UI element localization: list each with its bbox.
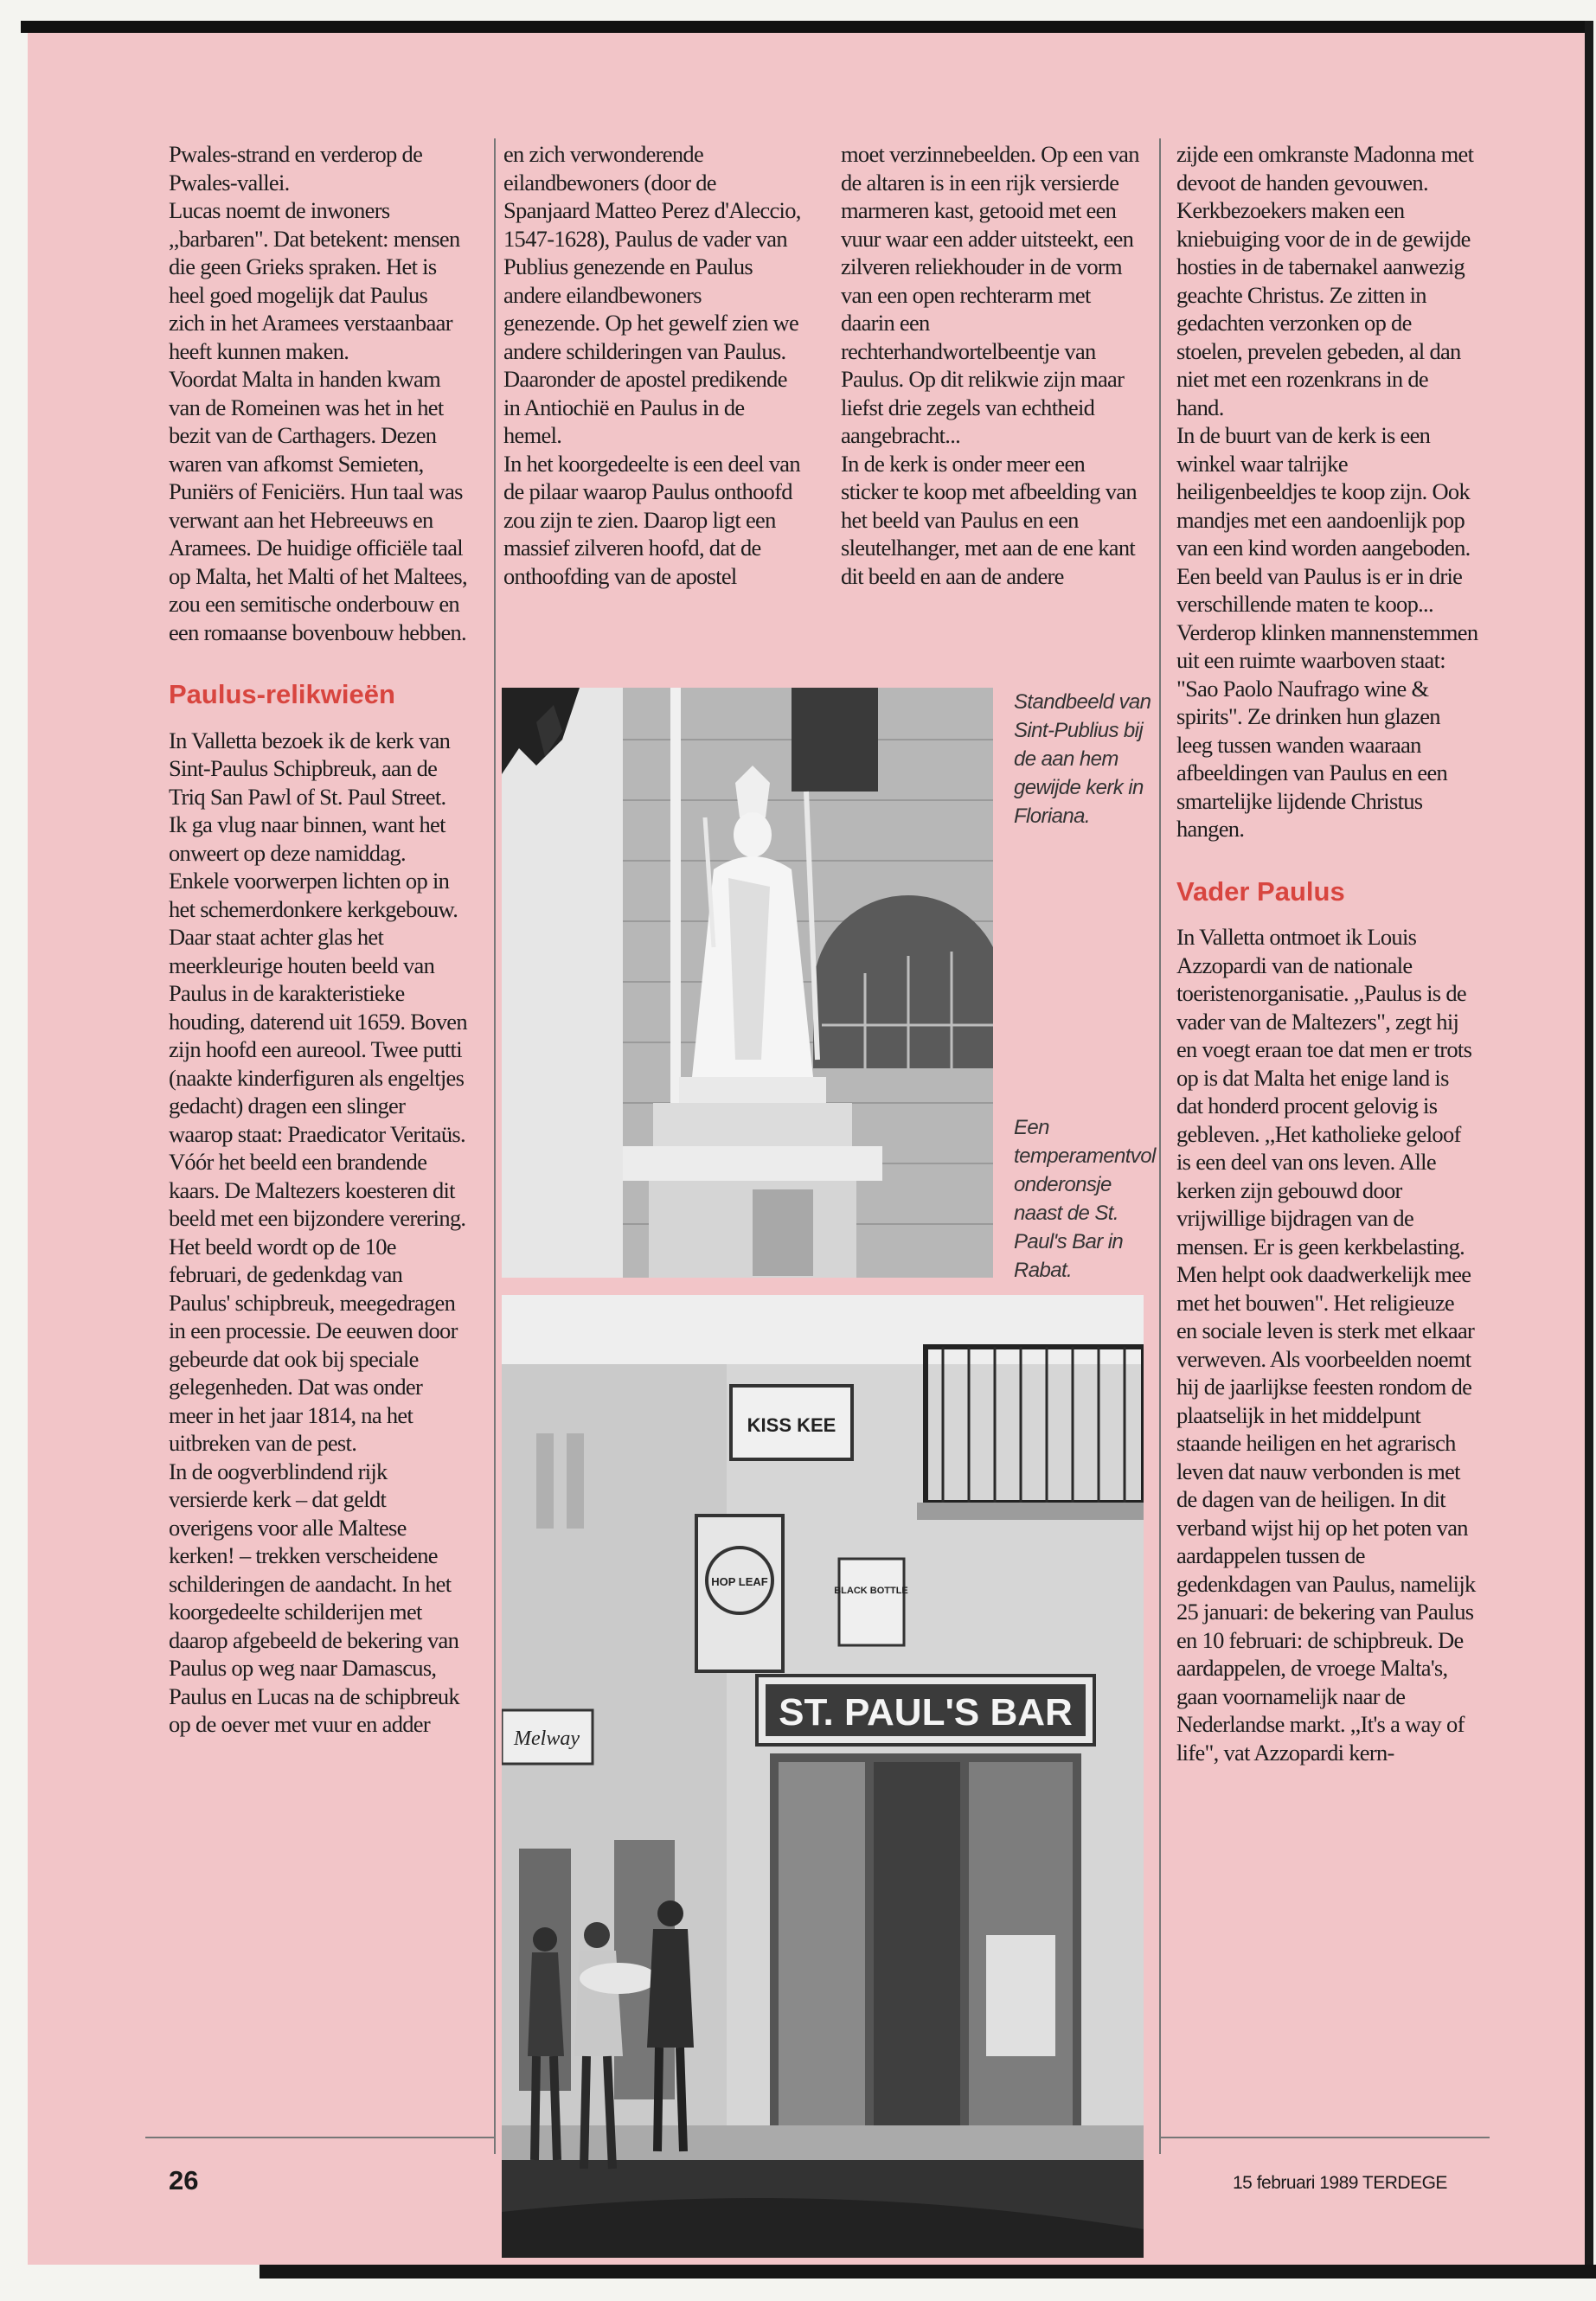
paragraph: Kerkbezoekers maken een kniebuiging voor de in de gewijde hosties in de tabernakel aanwezig geachte Christus. Ze zitten in gedachten verzonken op de stoelen, prevelen gebeden, al dan niet met een rozenkrans in de hand. [1176,197,1471,420]
paragraph: Lucas noemt de inwoners ,,barbaren". Dat betekent: mensen die geen Grieks spraken. Het is heel goed mogelijk dat Paulus zich in het Aramees verstaanbaar heeft kunnen maken. [169,197,460,364]
page-footer-date: 15 februari 1989 TERDEGE [1233,2173,1447,2193]
top-border [21,21,1592,33]
bottom-rule-left [145,2137,496,2138]
right-border [1585,21,1593,2279]
bottom-border [260,2265,1596,2279]
bar-illustration [502,1295,1144,2258]
paragraph: In Valletta ontmoet ik Louis Azzopardi van de nationale toeristenorganisatie. ,,Paulus is de vader van de Maltezers", zegt hij en voegt eraan toe dat men er trots op is dat Malta het enige land is dat honderd procent gelovig is gebleven. ,,Het katholieke geloof is een deel van ons leven. Alle kerken zijn gebouwd door vrijwillige bijdragen van de mensen. Er is geen kerkbelasting. Men helpt ook daadwerkelijk mee met het bouwen". Het religieuze en sociale leven is sterk met elkaar verweven. Als voorbeelden noemt hij de jaarlijkse feesten rondom de plaatselijk in het middelpunt staande heiligen en het agrarisch leven dat nauw verbonden is met de dagen van de heiligen. In dit verband wijst hij op het poten van aardappelen tussen de gedenkdagen van Paulus, namelijk 25 januari: de bekering van Paulus en 10 februari: de schipbreuk. De aardappelen, de vroege Malta's, gaan voornamelijk naar de Nederlandse markt. ,,It's a way of life", vat Azzopardi kern- [1176,924,1476,1766]
black-bottle-sign: BLACK BOTTLE [834,1586,908,1596]
paragraph: Pwales-strand en verderop de Pwales-vallei. [169,141,423,195]
bar-photo [502,1295,1144,2258]
column-rule-3 [1159,138,1161,2154]
paragraph: In de buurt van de kerk is een winkel waar talrijke heiligenbeeldjes te koop zijn. Ook mandjes met een aandoenlijk pop van een kind worden aangeboden. Een beeld van Paulus is er in drie verschillende maten te koop... [1176,422,1471,617]
statue-illustration [502,688,993,1278]
article-column-4 [1176,140,1479,1766]
article-column-1 [169,140,467,1739]
st-pauls-bar-sign: ST. PAUL'S BAR [779,1691,1073,1734]
statue-photo [502,688,993,1278]
bottom-rule-right [1159,2137,1490,2138]
bar-caption: Een temperamentvol onderonsje naast de St. Paul's Bar in Rabat. [1014,1116,1156,1282]
paragraph: In het koorgedeelte is een deel van de pilaar waarop Paulus onthoofd zou zijn te zien. Daarop ligt een massief zilveren hoofd, dat de onthoofding van de apostel [503,450,800,589]
kiss-kee-sign: KISS KEE [747,1414,836,1436]
paragraph: In de kerk is onder meer een sticker te koop met afbeelding van het beeld van Paulus en een sleutelhanger, met aan de ene kant dit beeld en aan de andere [841,450,1137,589]
paragraph: moet verzinnebeelden. Op een van de altaren is in een rijk versierde marmeren kast, getooid met een vuur waar een adder uitsteekt, een zilveren reliekhouder in de vorm van een open rechterarm met daarin een rechterhandwortelbeentje van Paulus. Op dit relikwie zijn maar liefst drie zegels van echtheid aangebracht... [841,141,1139,448]
column-rule-1 [494,138,496,2154]
paragraph: Voordat Malta in handen kwam van de Romeinen was het in het bezit van de Carthagers. Dezen waren van afkomst Semieten, Puniërs of Feniciërs. Hun taal was verwant aan het Hebreeuws en Aramees. De huidige officiële taal op Malta, het Malti of het Maltees, zou een semitische onderbouw en een romaanse bovenbouw hebben. [169,366,467,645]
section-heading-relikwieen: Paulus-relikwieën [169,679,395,709]
section-heading-vader-paulus: Vader Paulus [1176,875,1345,907]
article-column-2 [503,140,802,590]
page-number: 26 [169,2165,199,2195]
paragraph: zijde een omkranste Madonna met devoot de handen gevouwen. [1176,141,1474,195]
paragraph: en zich verwonderende eilandbewoners (door de Spanjaard Matteo Perez d'Aleccio, 1547-1628), Paulus de vader van Publius genezende en Paulus andere eilandbewoners genezende. Op het gewelf zien we andere schilderingen van Paulus. Daaronder de apostel predikende in Antiochië en Paulus in de hemel. [503,141,801,448]
paragraph: In de oogverblindend rijk versierde kerk – dat geldt overigens voor alle Maltese kerken! – trekken verscheidene schilderingen de aandacht. In het koorgedeelte schilderijen met daarop afgebeeld de bekering van Paulus op weg naar Damascus, Paulus en Lucas na de schipbreuk op de oever met vuur en adder [169,1458,459,1737]
statue-caption: Standbeeld van Sint-Publius bij de aan hem gewijde kerk in Floriana. [1014,690,1151,828]
paragraph: Verderop klinken mannenstemmen uit een ruimte waarboven staat: "Sao Paolo Naufrago wine & spirits". Ze drinken hun glazen leeg tussen wanden waaraan afbeeldingen van Paulus en een smartelijke lijdende Christus hangen. [1176,619,1478,842]
melway-sign: Melway [514,1727,580,1750]
article-column-3 [841,140,1139,590]
hop-leaf-sign: HOP LEAF [711,1575,768,1588]
paragraph: In Valletta bezoek ik de kerk van Sint-Paulus Schipbreuk, aan de Triq San Pawl of St. Paul Street. Ik ga vlug naar binnen, want het onweert op deze namiddag. Enkele voorwerpen lichten op in het schemerdonkere kerkgebouw. Daar staat achter glas het meerkleurige houten beeld van Paulus in de karakteristieke houding, daterend uit 1659. Boven zijn hoofd een aureool. Twee putti (naakte kinderfiguren als engeltjes gedacht) dragen een slinger waarop staat: Praedicator Veritaüs. Vóór het beeld een brandende kaars. De Maltezers koesteren dit beeld met een bijzondere verering. Het beeld wordt op de 10e februari, de gedenkdag van Paulus' schipbreuk, meegedragen in een processie. De eeuwen door gebeurde dat ook bij speciale gelegenheden. Dat was onder meer in het jaar 1814, na het uitbreken van de pest. [169,727,467,1456]
